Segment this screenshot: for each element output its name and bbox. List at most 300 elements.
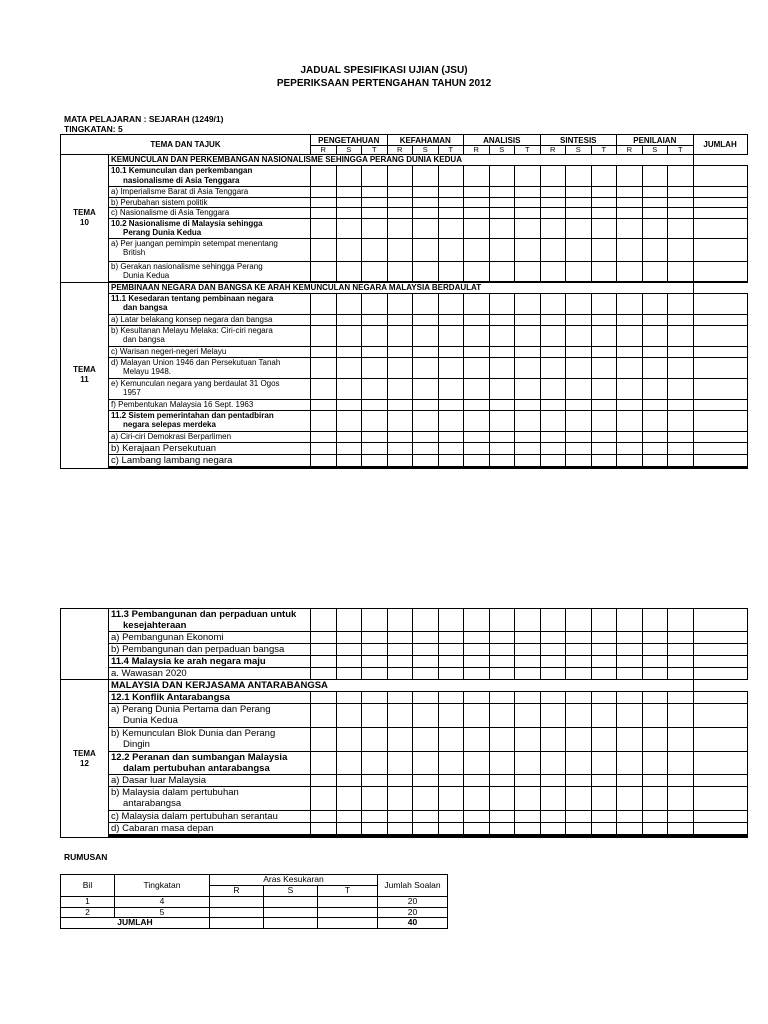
mark-cell xyxy=(515,314,541,325)
mark-cell xyxy=(489,197,515,208)
mark-cell xyxy=(668,837,694,838)
mark-cell xyxy=(566,357,592,378)
mark-cell xyxy=(438,314,464,325)
mark-cell xyxy=(642,454,668,466)
mark-cell xyxy=(362,823,388,835)
mark-cell xyxy=(540,410,566,431)
mark-cell xyxy=(591,218,617,238)
mark-cell xyxy=(540,325,566,346)
mark-cell xyxy=(642,632,668,644)
mark-cell xyxy=(540,656,566,668)
mark-cell xyxy=(387,314,413,325)
table-row xyxy=(61,837,748,838)
mark-cell xyxy=(489,410,515,431)
mark-cell xyxy=(566,399,592,410)
theme-title-row xyxy=(61,282,748,293)
mark-cell xyxy=(489,261,515,281)
spacer xyxy=(109,837,311,838)
subject-line: MATA PELAJARAN : SEJARAH (1249/1) xyxy=(64,114,224,124)
table-row xyxy=(61,378,748,399)
topic-heading: 11.2 Sistem pemerintahan dan pentadbiran negara selepas merdeka xyxy=(109,410,311,431)
sub-r: R xyxy=(311,146,337,155)
mark-cell xyxy=(515,357,541,378)
mark-cell xyxy=(413,314,439,325)
mark-cell xyxy=(540,261,566,281)
mark-cell xyxy=(336,325,362,346)
mark-cell xyxy=(464,752,490,775)
total-label: JUMLAH xyxy=(61,918,210,929)
jumlah-soalan-header: Jumlah Soalan xyxy=(378,875,448,897)
mark-cell xyxy=(693,442,747,454)
jumlah-soalan-value: 20 xyxy=(378,907,448,918)
table-row xyxy=(61,197,748,208)
mark-cell xyxy=(540,467,566,468)
mark-cell xyxy=(387,837,413,838)
topic-heading: 11.4 Malaysia ke arah negara maju xyxy=(109,656,311,668)
mark-cell xyxy=(693,775,747,787)
mark-cell xyxy=(591,197,617,208)
mark-cell xyxy=(362,632,388,644)
mark-cell xyxy=(540,431,566,442)
mark-cell xyxy=(362,410,388,431)
mark-cell xyxy=(438,752,464,775)
mark-cell xyxy=(311,197,337,208)
mark-cell xyxy=(311,238,337,261)
mark-cell xyxy=(489,166,515,187)
mark-cell xyxy=(668,787,694,811)
mark-cell xyxy=(464,187,490,198)
mark-cell xyxy=(362,238,388,261)
level-header-pengetahuan: PENGETAHUAN xyxy=(311,135,388,146)
mark-cell xyxy=(362,357,388,378)
subtopic: a) Pembangunan Ekonomi xyxy=(109,632,311,644)
mark-cell xyxy=(464,692,490,704)
mark-cell xyxy=(617,378,643,399)
topic-heading: 10.2 Nasionalisme di Malaysia sehingga Perang Dunia Kedua xyxy=(109,218,311,238)
mark-cell xyxy=(362,166,388,187)
sub-s: S xyxy=(642,146,668,155)
aras-cell xyxy=(210,918,264,929)
mark-cell xyxy=(591,632,617,644)
subtopic: a. Wawasan 2020 xyxy=(109,668,311,680)
table-row xyxy=(61,410,748,431)
table-row xyxy=(61,208,748,219)
mark-cell xyxy=(668,346,694,357)
table-row xyxy=(61,609,748,632)
mark-cell xyxy=(464,837,490,838)
mark-cell xyxy=(438,378,464,399)
mark-cell xyxy=(387,787,413,811)
sub-t: T xyxy=(515,146,541,155)
mark-cell xyxy=(413,692,439,704)
mark-cell xyxy=(311,208,337,219)
table-row xyxy=(61,668,748,680)
mark-cell xyxy=(362,314,388,325)
jumlah-soalan-value: 20 xyxy=(378,897,448,908)
mark-cell xyxy=(464,632,490,644)
mark-cell xyxy=(642,811,668,823)
mark-cell xyxy=(693,314,747,325)
level-header-penilaian: PENILAIAN xyxy=(617,135,694,146)
mark-cell xyxy=(489,399,515,410)
mark-cell xyxy=(617,357,643,378)
mark-cell xyxy=(387,346,413,357)
tema-label: TEMA xyxy=(73,365,96,374)
tema-label: TEMA xyxy=(73,748,96,758)
mark-cell xyxy=(617,197,643,208)
mark-cell xyxy=(566,293,592,314)
mark-cell xyxy=(336,668,362,680)
mark-cell xyxy=(591,787,617,811)
mark-cell xyxy=(693,166,747,187)
tema-label: TEMA xyxy=(73,208,96,218)
sub-s: S xyxy=(566,146,592,155)
form-line: TINGKATAN: 5 xyxy=(64,124,123,134)
table-row xyxy=(61,467,748,468)
mark-cell xyxy=(336,357,362,378)
mark-cell xyxy=(617,399,643,410)
mark-cell xyxy=(515,197,541,208)
mark-cell xyxy=(413,775,439,787)
mark-cell xyxy=(438,811,464,823)
mark-cell xyxy=(311,668,337,680)
sub-s: S xyxy=(489,146,515,155)
mark-cell xyxy=(464,261,490,281)
mark-cell xyxy=(336,728,362,752)
mark-cell xyxy=(413,187,439,198)
mark-cell xyxy=(336,410,362,431)
mark-cell xyxy=(540,208,566,219)
mark-cell xyxy=(438,668,464,680)
mark-cell xyxy=(566,218,592,238)
mark-cell xyxy=(540,632,566,644)
tema-dan-tajuk-header: TEMA DAN TAJUK xyxy=(61,135,311,155)
mark-cell xyxy=(540,728,566,752)
mark-cell xyxy=(438,728,464,752)
mark-cell xyxy=(362,325,388,346)
mark-cell xyxy=(515,656,541,668)
mark-cell xyxy=(566,208,592,219)
mark-cell xyxy=(642,325,668,346)
mark-cell xyxy=(591,431,617,442)
mark-cell xyxy=(693,399,747,410)
table-row xyxy=(61,325,748,346)
mark-cell xyxy=(642,609,668,632)
mark-cell xyxy=(311,811,337,823)
mark-cell xyxy=(362,187,388,198)
mark-cell xyxy=(540,378,566,399)
mark-cell xyxy=(387,752,413,775)
mark-cell xyxy=(566,775,592,787)
mark-cell xyxy=(336,692,362,704)
mark-cell xyxy=(693,454,747,466)
sub-t: T xyxy=(438,146,464,155)
sub-t: T xyxy=(362,146,388,155)
mark-cell xyxy=(566,346,592,357)
mark-cell xyxy=(566,166,592,187)
mark-cell xyxy=(515,454,541,466)
mark-cell xyxy=(693,692,747,704)
mark-cell xyxy=(413,823,439,835)
aras-cell xyxy=(264,897,318,908)
mark-cell xyxy=(668,197,694,208)
mark-cell xyxy=(540,704,566,728)
mark-cell xyxy=(566,632,592,644)
mark-cell xyxy=(489,811,515,823)
mark-cell xyxy=(617,467,643,468)
mark-cell xyxy=(387,208,413,219)
mark-cell xyxy=(413,811,439,823)
mark-cell xyxy=(438,187,464,198)
mark-cell xyxy=(489,293,515,314)
mark-cell xyxy=(362,644,388,656)
specification-table-part1 xyxy=(60,134,748,469)
mark-cell xyxy=(387,656,413,668)
mark-cell xyxy=(693,346,747,357)
mark-cell xyxy=(387,692,413,704)
mark-cell xyxy=(642,704,668,728)
mark-cell xyxy=(464,644,490,656)
level-header-row xyxy=(61,135,748,146)
mark-cell xyxy=(387,357,413,378)
sub-s: S xyxy=(336,146,362,155)
table-row xyxy=(61,752,748,775)
mark-cell xyxy=(515,218,541,238)
mark-cell xyxy=(566,752,592,775)
mark-cell xyxy=(311,261,337,281)
mark-cell xyxy=(515,823,541,835)
mark-cell xyxy=(489,431,515,442)
mark-cell xyxy=(668,410,694,431)
table-row xyxy=(61,431,748,442)
tema-11-cell xyxy=(61,282,109,468)
mark-cell xyxy=(387,378,413,399)
aras-cell xyxy=(210,897,264,908)
mark-cell xyxy=(668,811,694,823)
subtopic: e) Kemunculan negara yang berdaulat 31 Ogos 1957 xyxy=(109,378,311,399)
mark-cell xyxy=(413,346,439,357)
mark-cell xyxy=(566,410,592,431)
mark-cell xyxy=(336,752,362,775)
theme-title-row xyxy=(61,155,748,166)
mark-cell xyxy=(515,208,541,219)
mark-cell xyxy=(336,208,362,219)
mark-cell xyxy=(336,197,362,208)
mark-cell xyxy=(336,644,362,656)
mark-cell xyxy=(413,668,439,680)
mark-cell xyxy=(336,787,362,811)
mark-cell xyxy=(566,644,592,656)
mark-cell xyxy=(591,467,617,468)
mark-cell xyxy=(311,728,337,752)
mark-cell xyxy=(311,346,337,357)
mark-cell xyxy=(591,728,617,752)
mark-cell xyxy=(413,632,439,644)
sub-r: R xyxy=(464,146,490,155)
mark-cell xyxy=(438,787,464,811)
mark-cell xyxy=(617,787,643,811)
mark-cell xyxy=(438,208,464,219)
mark-cell xyxy=(515,293,541,314)
mark-cell xyxy=(693,281,747,282)
mark-cell xyxy=(438,467,464,468)
mark-cell xyxy=(668,656,694,668)
mark-cell xyxy=(464,775,490,787)
mark-cell xyxy=(617,632,643,644)
mark-cell xyxy=(489,837,515,838)
mark-cell xyxy=(438,197,464,208)
mark-cell xyxy=(642,410,668,431)
mark-cell xyxy=(591,823,617,835)
mark-cell xyxy=(693,325,747,346)
mark-cell xyxy=(464,325,490,346)
mark-cell xyxy=(362,346,388,357)
aras-cell xyxy=(318,918,378,929)
mark-cell xyxy=(617,261,643,281)
mark-cell xyxy=(311,218,337,238)
mark-cell xyxy=(668,752,694,775)
mark-cell xyxy=(438,293,464,314)
mark-cell xyxy=(362,454,388,466)
mark-cell xyxy=(489,454,515,466)
table-row xyxy=(61,787,748,811)
sub-t: T xyxy=(591,146,617,155)
mark-cell xyxy=(642,442,668,454)
mark-cell xyxy=(515,787,541,811)
mark-cell xyxy=(489,238,515,261)
mark-cell xyxy=(336,609,362,632)
mark-cell xyxy=(591,442,617,454)
mark-cell xyxy=(540,823,566,835)
mark-cell xyxy=(617,346,643,357)
mark-cell xyxy=(387,197,413,208)
table-row xyxy=(61,728,748,752)
table-row xyxy=(61,293,748,314)
mark-cell xyxy=(336,261,362,281)
rumusan-total-row xyxy=(61,918,448,929)
mark-cell xyxy=(540,357,566,378)
mark-cell xyxy=(489,668,515,680)
mark-cell xyxy=(693,823,747,835)
subtopic: b) Gerakan nasionalisme sehingga Perang Dunia Kedua xyxy=(109,261,311,281)
mark-cell xyxy=(413,293,439,314)
mark-cell xyxy=(336,704,362,728)
mark-cell xyxy=(642,728,668,752)
mark-cell xyxy=(693,261,747,281)
subtopic: c) Malaysia dalam pertubuhan serantau xyxy=(109,811,311,823)
mark-cell xyxy=(566,704,592,728)
aras-t: T xyxy=(318,886,378,897)
mark-cell xyxy=(693,357,747,378)
table-row xyxy=(61,775,748,787)
mark-cell xyxy=(464,314,490,325)
mark-cell xyxy=(642,346,668,357)
mark-cell xyxy=(489,609,515,632)
rumusan-header-row xyxy=(61,875,448,886)
mark-cell xyxy=(668,218,694,238)
mark-cell xyxy=(515,261,541,281)
mark-cell xyxy=(566,787,592,811)
mark-cell xyxy=(464,357,490,378)
mark-cell xyxy=(311,399,337,410)
mark-cell xyxy=(642,692,668,704)
level-header-analisis: ANALISIS xyxy=(464,135,541,146)
mark-cell xyxy=(566,261,592,281)
mark-cell xyxy=(362,197,388,208)
mark-cell xyxy=(515,609,541,632)
tema-number: 11 xyxy=(80,375,89,384)
mark-cell xyxy=(464,668,490,680)
mark-cell xyxy=(617,668,643,680)
mark-cell xyxy=(642,656,668,668)
mark-cell xyxy=(489,218,515,238)
mark-cell xyxy=(362,728,388,752)
mark-cell xyxy=(668,823,694,835)
table-row xyxy=(61,218,748,238)
mark-cell xyxy=(642,218,668,238)
mark-cell xyxy=(489,704,515,728)
mark-cell xyxy=(413,261,439,281)
mark-cell xyxy=(693,668,747,680)
mark-cell xyxy=(540,238,566,261)
mark-cell xyxy=(387,644,413,656)
document-header xyxy=(0,64,768,90)
mark-cell xyxy=(693,431,747,442)
mark-cell xyxy=(438,823,464,835)
table-row xyxy=(61,692,748,704)
mark-cell xyxy=(464,467,490,468)
mark-cell xyxy=(464,704,490,728)
table-row xyxy=(61,644,748,656)
mark-cell xyxy=(668,166,694,187)
mark-cell xyxy=(336,293,362,314)
subtopic: f) Pembentukan Malaysia 16 Sept. 1963 xyxy=(109,399,311,410)
mark-cell xyxy=(642,431,668,442)
theme-title: MALAYSIA DAN KERJASAMA ANTARABANGSA xyxy=(109,680,694,692)
mark-cell xyxy=(387,293,413,314)
mark-cell xyxy=(438,454,464,466)
mark-cell xyxy=(489,187,515,198)
mark-cell xyxy=(591,238,617,261)
mark-cell xyxy=(591,187,617,198)
mark-cell xyxy=(515,238,541,261)
mark-cell xyxy=(642,357,668,378)
mark-cell xyxy=(540,346,566,357)
mark-cell xyxy=(693,704,747,728)
mark-cell xyxy=(438,692,464,704)
theme-title: PEMBINAAN NEGARA DAN BANGSA KE ARAH KEMUNCULAN NEGARA MALAYSIA BERDAULAT xyxy=(109,282,694,293)
topic-heading: 11.1 Kesedaran tentang pembinaan negara dan bangsa xyxy=(109,293,311,314)
mark-cell xyxy=(668,357,694,378)
mark-cell xyxy=(387,728,413,752)
mark-cell xyxy=(591,454,617,466)
mark-cell xyxy=(617,325,643,346)
mark-cell xyxy=(693,644,747,656)
mark-cell xyxy=(464,166,490,187)
mark-cell xyxy=(311,357,337,378)
mark-cell xyxy=(591,668,617,680)
mark-cell xyxy=(515,325,541,346)
mark-cell xyxy=(336,314,362,325)
mark-cell xyxy=(413,787,439,811)
mark-cell xyxy=(617,728,643,752)
mark-cell xyxy=(693,752,747,775)
mark-cell xyxy=(362,378,388,399)
mark-cell xyxy=(489,442,515,454)
mark-cell xyxy=(336,346,362,357)
mark-cell xyxy=(489,325,515,346)
mark-cell xyxy=(311,775,337,787)
